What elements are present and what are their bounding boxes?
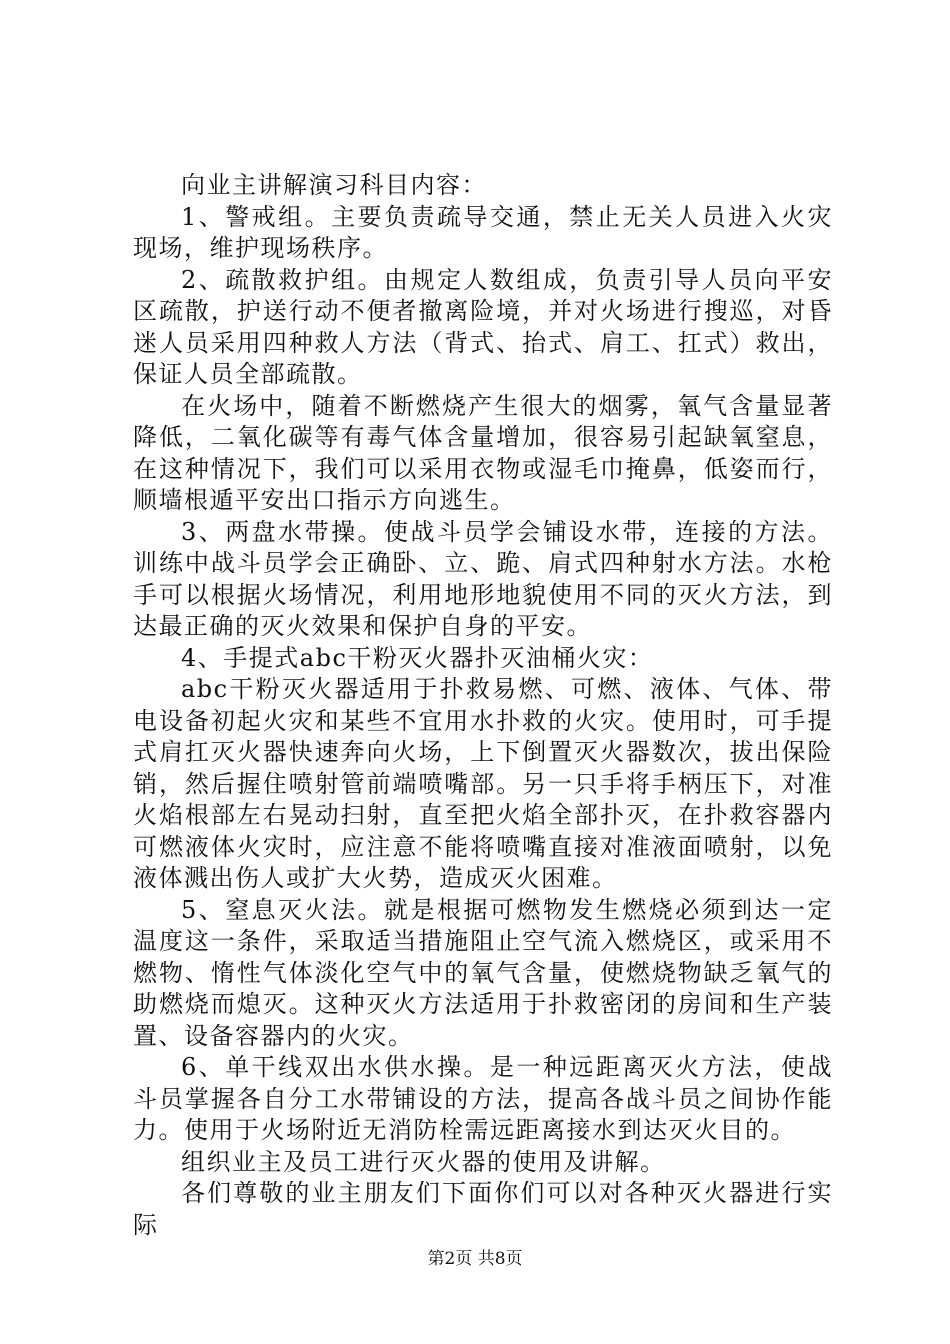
paragraph-item-2: 2、疏散救护组。由规定人数组成，负责引导人员向平安区疏散，护送行动不便者撤离险境，并对火场进行搜巡，对昏迷人员采用四种救人方法（背式、抬式、肩工、扛式）救出，保证人员全部疏散。 [133, 265, 833, 388]
paragraph-closing: 各们尊敬的业主朋友们下面你们可以对各种灭火器进行实际 [133, 1179, 833, 1239]
paragraph-item-3: 3、两盘水带操。使战斗员学会铺设水带，连接的方法。训练中战斗员学会正确卧、立、跪、肩式四种射水方法。水枪手可以根据火场情况，利用地形地貌使用不同的灭火方法，到达最正确的灭火效果和保护自身的平安。 [133, 517, 833, 640]
paragraph-fire-scene: 在火场中，随着不断燃烧产生很大的烟雾，氧气含量显著降低，二氧化碳等有毒气体含量增加，很容易引起缺氧窒息，在这种情况下，我们可以采用衣物或湿毛巾掩鼻，低姿而行，顺墙根遁平安出口指示方向逃生。 [133, 391, 833, 514]
document-body [133, 170, 833, 1241]
page-number-footer: 第2页 共8页 [427, 1249, 523, 1269]
paragraph-item-6: 6、单干线双出水供水操。是一种远距离灭火方法，使战斗员掌握各自分工水带铺设的方法，提高各战斗员之间协作能力。使用于火场附近无消防栓需远距离接水到达灭火目的。 [133, 1053, 833, 1144]
paragraph-organize: 组织业主及员工进行灭火器的使用及讲解。 [181, 1147, 666, 1176]
paragraph-item-4: 4、手提式abc干粉灭火器扑灭油桶火灾： [181, 643, 654, 672]
paragraph-item-5: 5、窒息灭火法。就是根据可燃物发生燃烧必须到达一定温度这一条件，采取适当措施阻止空气流入燃烧区，或采用不燃物、惰性气体淡化空气中的氧气含量，使燃烧物缺乏氧气的助燃烧而熄灭。这种灭火方法适用于扑救密闭的房间和生产装置、设备容器内的火灾。 [133, 895, 833, 1050]
paragraph-item-1: 1、警戒组。主要负责疏导交通，禁止无关人员进入火灾现场，维护现场秩序。 [133, 202, 833, 262]
paragraph-abc-extinguisher: abc干粉灭火器适用于扑救易燃、可燃、液体、气体、带电设备初起火灾和某些不宜用水扑救的火灾。使用时，可手提式肩扛灭火器快速奔向火场，上下倒置灭火器数次，拔出保险销，然后握住喷射管前端喷嘴部。另一只手将手柄压下，对准火焰根部左右晃动扫射，直至把火焰全部扑灭，在扑救容器内可燃液体火灾时，应注意不能将喷嘴直接对准液面喷射，以免液体溅出伤人或扩大火势，造成灭火困难。 [133, 675, 833, 892]
paragraph-intro: 向业主讲解演习科目内容： [181, 171, 487, 199]
